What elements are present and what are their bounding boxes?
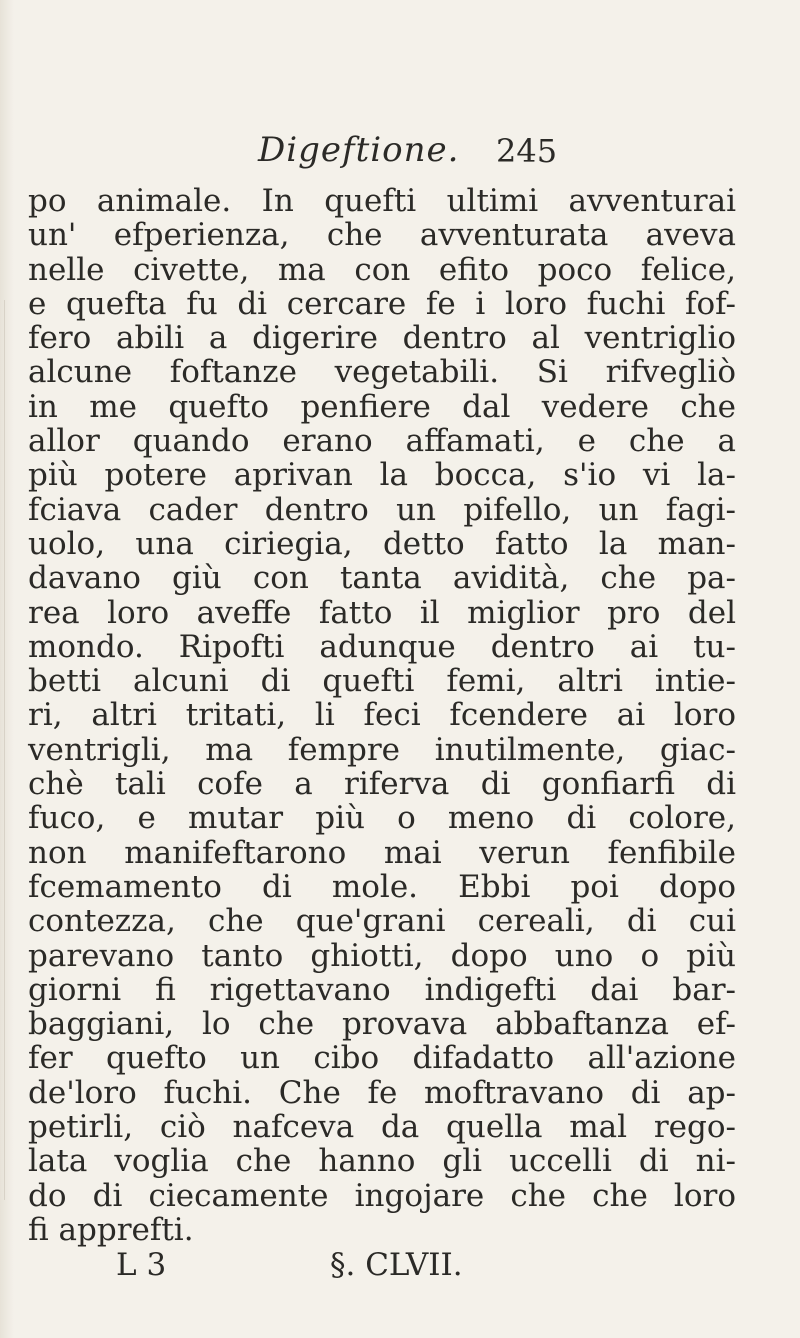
text-line: più potere aprivan la bocca, s'io vi la-	[28, 457, 736, 494]
text-line: davano giù con tanta avidità, che pa-	[28, 560, 736, 597]
text-line: do di ciecamente ingojare che che loro	[28, 1177, 736, 1214]
text-line: fciava cader dentro un pifello, un fagi-	[28, 491, 736, 528]
text-line: fcemamento di mole. Ebbi poi dopo	[28, 868, 736, 905]
text-line: rea loro aveffe fatto il miglior pro del	[28, 594, 736, 631]
running-title: Digeftione.	[258, 130, 460, 170]
text-line: un' efperienza, che avventurata aveva	[28, 217, 736, 254]
text-line: chè tali cofe a riferva di gonfiarfi di	[28, 766, 736, 803]
text-line: fuco, e mutar più o meno di colore,	[28, 800, 736, 837]
book-page	[28, 130, 773, 1287]
text-line: e quefta fu di cercare fe i loro fuchi fof-	[28, 285, 736, 322]
text-line: po animale. In quefti ultimi avventurai	[28, 183, 736, 219]
signature-mark: L 3	[116, 1247, 167, 1284]
page-footer	[28, 1247, 773, 1287]
text-line: allor quando erano affamati, e che a	[28, 423, 736, 460]
text-line: in me quefto penfiere dal vedere che	[28, 388, 736, 425]
body-text	[28, 184, 773, 1247]
catchword: §. CLVII.	[330, 1247, 463, 1284]
text-line: fer quefto un cibo difadatto all'azione	[28, 1040, 736, 1077]
text-line: lata voglia che hanno gli uccelli di ni-	[28, 1143, 736, 1180]
text-line: parevano tanto ghiotti, dopo uno o più	[28, 937, 736, 974]
text-line: non manifeftarono mai verun fenfibile	[28, 834, 736, 871]
text-line: baggiani, lo che provava abbaftanza ef-	[28, 1006, 736, 1043]
running-head	[28, 130, 773, 182]
text-line: fero abili a digerire dentro al ventriglio	[28, 320, 736, 357]
text-line: uolo, una ciriegia, detto fatto la man-	[28, 525, 736, 562]
text-line: fi apprefti.	[28, 1211, 194, 1248]
text-line: mondo. Ripofti adunque dentro ai tu-	[28, 628, 736, 665]
page-gutter	[0, 0, 14, 1338]
text-line: alcune foftanze vegetabili. Si rifvegliò	[28, 354, 736, 391]
text-line: contezza, che que'grani cereali, di cui	[28, 903, 736, 940]
page-number: 245	[496, 132, 558, 170]
gutter-line	[4, 300, 5, 1200]
text-line: de'loro fuchi. Che fe moftravano di ap-	[28, 1074, 736, 1111]
text-line: ri, altri tritati, li feci fcendere ai loro	[28, 697, 736, 734]
text-line: giorni fi rigettavano indigefti dai bar-	[28, 971, 736, 1008]
text-line: nelle civette, ma con efito poco felice,	[28, 251, 736, 288]
text-line: petirli, ciò nafceva da quella mal rego-	[28, 1109, 736, 1146]
text-line: ventrigli, ma fempre inutilmente, giac-	[28, 731, 736, 768]
text-line: betti alcuni di quefti femi, altri intie-	[28, 663, 736, 700]
